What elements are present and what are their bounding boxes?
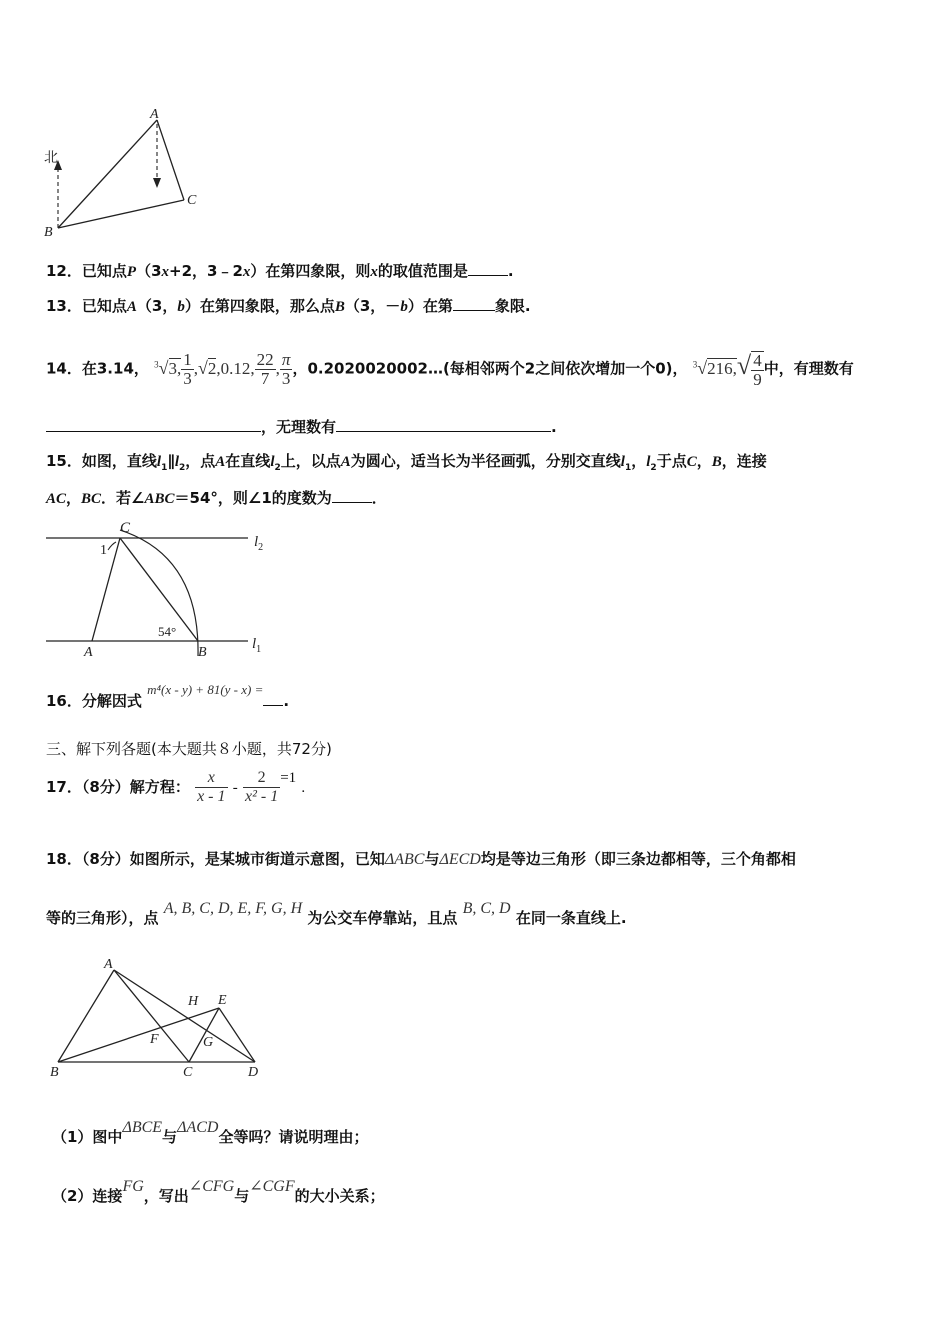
fig18-point-b: B xyxy=(50,1065,59,1080)
q18-and: 与 xyxy=(424,850,440,868)
var-l2b: l xyxy=(270,454,275,470)
part2-write: ，写出 xyxy=(143,1187,189,1205)
q18-text: （8分）如图所示，是某城市街道示意图，已知 xyxy=(81,850,385,868)
q15-end: ． xyxy=(371,489,387,507)
q16-answer-blank[interactable] xyxy=(263,691,283,706)
point-a: A xyxy=(215,454,226,470)
fig15-point-c: C xyxy=(120,520,131,536)
var-l2: l xyxy=(174,454,179,470)
q12-text-3: +2，3﹣2 xyxy=(169,262,243,280)
seg-ac: AC xyxy=(46,491,67,507)
q14-text-4: ，无理数有 xyxy=(261,418,337,436)
sub-1c: 1 xyxy=(624,463,632,473)
question-18-line2 xyxy=(46,896,627,941)
angle-1-label: 1 xyxy=(100,543,107,558)
q13-var-b2: b xyxy=(400,299,408,315)
triangle-ecd: ΔECD xyxy=(439,851,481,868)
frac-den: 7 xyxy=(260,369,270,389)
var-l1: l xyxy=(156,454,162,470)
q12-point-p: P xyxy=(126,264,137,280)
triangle-abc: ΔABC xyxy=(384,851,425,868)
q15-text-5: 为圆心，适当长为半径画弧，分别交直线 xyxy=(350,452,621,470)
fig15-point-a: A xyxy=(84,645,93,660)
question-15 xyxy=(46,451,767,478)
q12-answer-blank[interactable] xyxy=(468,261,508,276)
section-3-title: 三、解下列各题(本大题共８小题，共72分) xyxy=(46,740,332,758)
cbrt-index: 3 xyxy=(154,359,159,369)
question-14 xyxy=(46,342,854,391)
q14-text: 在3.14， xyxy=(81,359,149,378)
segment-fg: FG xyxy=(122,1178,144,1195)
angle-abc: ABC xyxy=(144,491,175,507)
triangle-acd: ΔACD xyxy=(177,1119,219,1136)
q15-text-7: 于点 xyxy=(656,452,687,470)
q17-fraction-2 xyxy=(243,769,280,806)
q11-figure xyxy=(40,100,220,245)
point-a-2: A xyxy=(340,454,351,470)
fig18-point-d: D xyxy=(248,1065,259,1080)
q13-text-4: （3，－ xyxy=(344,297,401,315)
q15-text-6: ， xyxy=(631,452,647,470)
q15-number: 15． xyxy=(46,452,82,470)
l1-sub: 1 xyxy=(256,644,262,655)
q16-end: . xyxy=(283,692,290,710)
frac-num: 1 xyxy=(183,350,192,370)
fraction-pi-3 xyxy=(280,351,293,388)
frac-den: 3 xyxy=(183,369,192,389)
sub-1: 1 xyxy=(161,463,168,473)
sqrt-arg: 2 xyxy=(207,358,217,378)
q15-text: 如图，直线 xyxy=(81,452,157,470)
question-18-part-2 xyxy=(52,1176,385,1217)
fraction-4-9 xyxy=(751,351,764,389)
q15-text-8: ， xyxy=(696,452,712,470)
var-l1c: l xyxy=(620,454,625,470)
q15-figure xyxy=(40,516,280,662)
q18-figure xyxy=(44,956,274,1084)
q13-text-6: 象限. xyxy=(494,297,531,315)
q13-point-a: A xyxy=(126,299,137,315)
fig15-l1 xyxy=(252,636,261,655)
q14-text-2: ，0.2020020002…(每相邻两个2之间依次增加一个0)， xyxy=(292,359,688,378)
sep-2: , xyxy=(275,358,280,378)
frac-num: π xyxy=(281,350,291,370)
q12-var-x3: x xyxy=(370,264,378,280)
q13-text: 已知点 xyxy=(81,297,127,315)
q18-points: A, B, C, D, E, F, G, H xyxy=(163,900,303,917)
q18-points-2: B, C, D xyxy=(462,900,511,917)
q13-answer-blank[interactable] xyxy=(453,296,495,311)
q15-comma: ， xyxy=(66,489,82,507)
q17-fraction-1 xyxy=(195,769,227,806)
question-18 xyxy=(46,849,796,870)
frac-den: x - 1 xyxy=(197,788,226,805)
q14-number: 14． xyxy=(46,359,82,378)
fig18-point-a: A xyxy=(104,957,113,972)
q13-point-b: B xyxy=(334,299,345,315)
q15-text-3: 在直线 xyxy=(225,452,271,470)
list-text: ,0.12, xyxy=(216,358,255,378)
sub-2c: 2 xyxy=(650,463,657,473)
rhs: =1 xyxy=(280,770,297,786)
q15-text-2: ，点 xyxy=(185,452,216,470)
seg-bc: BC xyxy=(81,491,102,507)
q16-text: 分解因式 xyxy=(81,692,142,710)
q14-number-list-2: $^3$√216,√ $\frac{4}{9}$ xyxy=(692,350,762,389)
q12-text: 已知点 xyxy=(81,262,127,280)
q15-if: ．若∠ xyxy=(101,489,145,507)
cbrt2-index: 3 xyxy=(692,359,698,369)
q12-end: . xyxy=(507,262,514,280)
q16-expression: m⁴(x - y) + 81(y - x) = xyxy=(147,682,264,697)
fig18-point-c: C xyxy=(183,1065,193,1080)
question-18-part-1 xyxy=(52,1117,368,1158)
q13-text-5: ）在第 xyxy=(407,297,453,315)
q14-irrational-blank[interactable] xyxy=(336,417,551,432)
frac-num: 2 xyxy=(243,769,280,788)
fig18-point-f: F xyxy=(150,1032,159,1047)
q16-number: 16． xyxy=(46,692,82,710)
frac-den: x² - 1 xyxy=(244,788,279,805)
q18-text-3: 均是等边三角形（即三条边都相等，三个角都相 xyxy=(480,850,796,868)
q15-text-9: ，连接 xyxy=(721,452,767,470)
q17-text: （8分）解方程： xyxy=(81,778,190,796)
q13-number: 13． xyxy=(46,297,82,315)
fig18-point-g: G xyxy=(203,1035,214,1050)
part1-and: 与 xyxy=(162,1128,178,1146)
angle-cfg: ∠CFG xyxy=(188,1178,235,1195)
l2-letter: l xyxy=(254,534,259,550)
part2-and: 与 xyxy=(234,1187,250,1205)
point-c: C xyxy=(686,454,697,470)
frac-num: 22 xyxy=(256,350,274,370)
point-b: B xyxy=(711,454,722,470)
q18-text-4: 等的三角形），点 xyxy=(46,909,159,927)
fig15-l2 xyxy=(254,534,263,553)
fig15-point-b: B xyxy=(198,645,207,660)
parallel-sign: ∥ xyxy=(167,452,175,470)
frac-num: x xyxy=(195,769,227,788)
sub-2: 2 xyxy=(179,463,186,473)
q13-text-2: （3， xyxy=(136,297,178,315)
q14-end: . xyxy=(551,418,557,436)
q14-number-list: $^3$√3, $\frac{1}{3}$ ,√2,0.12, $\frac{22}{7}$ , $\frac{\pi}{3}$ xyxy=(154,350,291,389)
north-label: 北 xyxy=(44,150,58,166)
part1-label: （1）图中 xyxy=(52,1128,123,1146)
point-c-label: C xyxy=(187,193,197,208)
q18-number: 18． xyxy=(46,850,82,868)
sub-2b: 2 xyxy=(274,463,281,473)
var-l2c: l xyxy=(646,454,651,470)
q12-text-4: ）在第四象限，则 xyxy=(250,262,371,280)
question-14-answers xyxy=(46,417,557,437)
question-13 xyxy=(46,296,531,317)
fig18-point-e: E xyxy=(218,993,227,1008)
frac-den: 3 xyxy=(281,369,291,389)
q15-text-4: 上，以点 xyxy=(280,452,341,470)
cbrt-arg: 3, xyxy=(168,358,182,378)
fig18-point-h: H xyxy=(188,994,199,1009)
q18-text-5: 为公交车停靠站，且点 xyxy=(307,909,458,927)
q12-var-x2: x xyxy=(242,264,251,280)
triangle-bce: ΔBCE xyxy=(122,1119,163,1136)
point-b-label: B xyxy=(44,225,53,240)
part1-question: 全等吗？请说明理由； xyxy=(218,1128,369,1146)
angle-54-label: 54° xyxy=(158,624,177,639)
q14-rational-blank[interactable] xyxy=(46,417,261,432)
part2-question: 的大小关系； xyxy=(294,1187,385,1205)
fraction-1-3 xyxy=(181,351,194,388)
part2-label: （2）连接 xyxy=(52,1187,123,1205)
minus-sign: - xyxy=(232,780,238,796)
q13-text-3: ）在第四象限，那么点 xyxy=(184,297,335,315)
q17-number: 17． xyxy=(46,778,82,796)
l1-letter: l xyxy=(252,636,257,652)
question-15-line2 xyxy=(46,488,387,509)
q13-var-b: b xyxy=(177,299,185,315)
q17-end: . xyxy=(301,780,306,796)
question-12 xyxy=(46,261,514,282)
fraction-22-7 xyxy=(255,351,276,388)
q12-var-x: x xyxy=(161,264,169,280)
q18-text-6: 在同一条直线上. xyxy=(515,909,627,927)
q15-answer-blank[interactable] xyxy=(332,488,372,503)
q12-text-5: 的取值范围是 xyxy=(377,262,468,280)
q12-number: 12． xyxy=(46,262,82,280)
q12-text-2: （3 xyxy=(136,262,162,280)
frac-den: 9 xyxy=(753,369,762,389)
sep: , xyxy=(193,358,199,378)
angle-cgf: ∠CGF xyxy=(249,1178,295,1195)
frac-num: 4 xyxy=(753,350,762,370)
cbrt2-arg: 216, xyxy=(707,358,737,378)
question-16 xyxy=(46,682,290,717)
q14-text-3: 中，有理数有 xyxy=(763,359,854,378)
question-17 xyxy=(46,764,305,811)
l2-sub: 2 xyxy=(258,542,264,553)
q15-question: ＝54°，则∠1的度数为 xyxy=(174,489,332,507)
point-a-label: A xyxy=(150,107,159,122)
